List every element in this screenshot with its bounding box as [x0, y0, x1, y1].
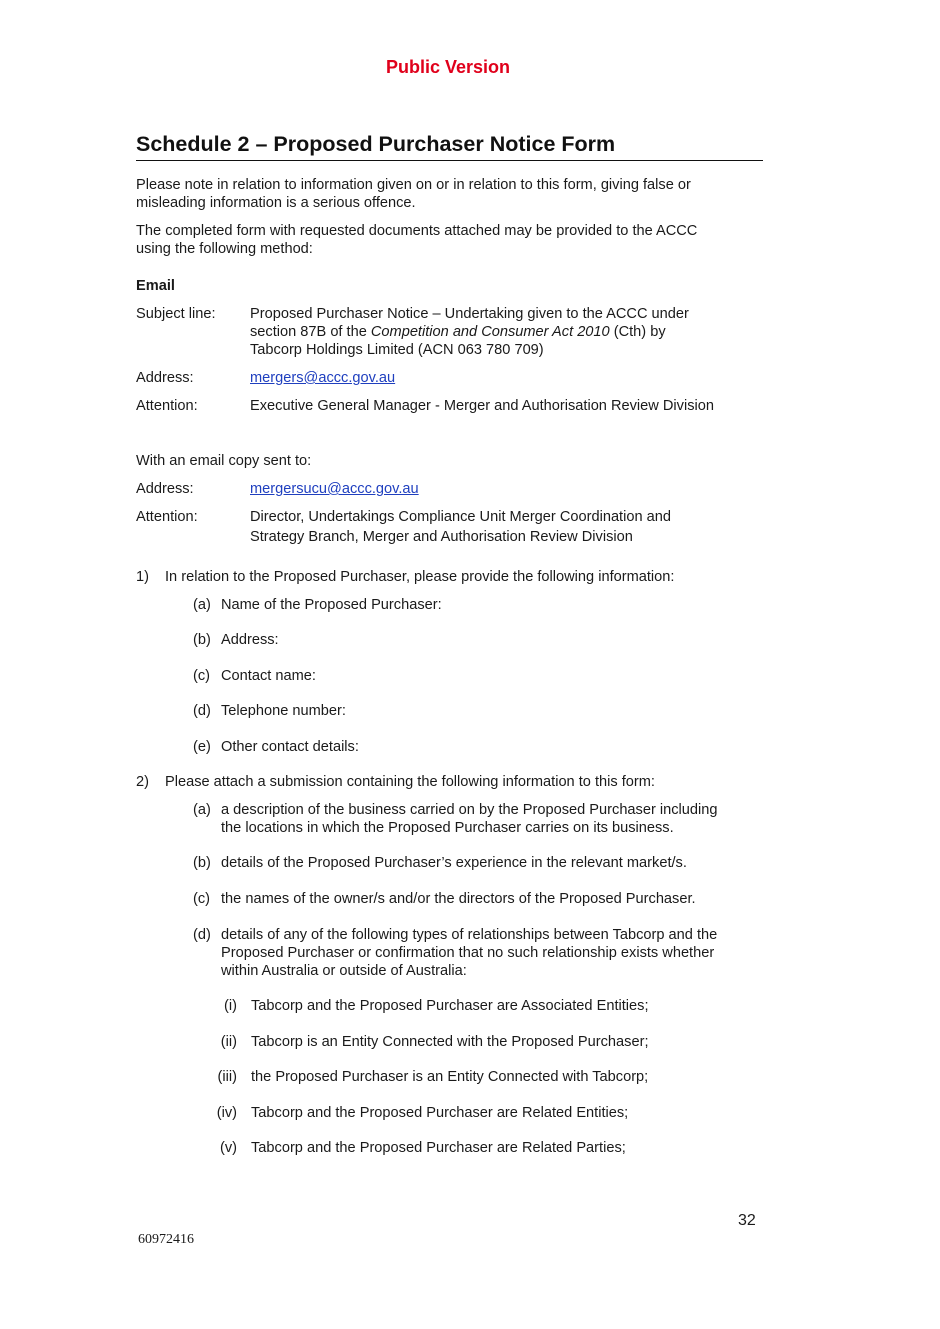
q1-item-text: Contact name:	[221, 668, 316, 684]
document-id: 60972416	[138, 1232, 194, 1247]
copy-attention-line-1: Director, Undertakings Compliance Unit Merger Coordination and	[250, 509, 671, 525]
intro-paragraph-1-line-1: Please note in relation to information given on or in relation to this form, giving false or	[136, 177, 691, 193]
subject-line-text-2	[250, 323, 666, 341]
q2-item-c-label: (c)	[193, 891, 211, 907]
copy-address-label: Address:	[136, 481, 194, 497]
question-2-text: Please attach a submission containing the following information to this form:	[165, 774, 655, 790]
public-version-banner: Public Version	[385, 57, 511, 77]
q1-item-label: (b)	[193, 632, 211, 648]
subject-line-label: Subject line:	[136, 306, 216, 322]
copy-intro: With an email copy sent to:	[136, 453, 312, 469]
q1-item-text: Telephone number:	[221, 703, 346, 719]
act-title: Competition and Consumer Act 2010	[370, 324, 610, 340]
q2-item-a-label: (a)	[193, 802, 211, 818]
mergersucu-email-link[interactable]: mergersucu@accc.gov.au	[250, 481, 419, 497]
address-label: Address:	[136, 370, 194, 386]
schedule-heading: Schedule 2 – Proposed Purchaser Notice Form	[136, 132, 763, 161]
subject-line-text-1: Proposed Purchaser Notice – Undertaking given to the ACCC under	[250, 306, 689, 322]
q2-item-d-line-3: within Australia or outside of Australia:	[221, 963, 467, 979]
q2-sub-item-text: Tabcorp and the Proposed Purchaser are Related Entities;	[251, 1105, 629, 1121]
q2-item-d-line-2: Proposed Purchaser or confirmation that no such relationship exists whether	[221, 945, 715, 961]
q1-item-label: (d)	[193, 703, 211, 719]
q2-item-d-label: (d)	[193, 927, 211, 943]
q2-sub-item-label: (ii)	[220, 1034, 237, 1050]
intro-paragraph-2-line-2: using the following method:	[136, 241, 313, 257]
copy-attention-line-2: Strategy Branch, Merger and Authorisation Review Division	[250, 529, 633, 545]
question-1-number: 1)	[136, 569, 149, 585]
intro-paragraph-2-line-1: The completed form with requested documents attached may be provided to the ACCC	[136, 223, 698, 239]
page-number: 32	[738, 1212, 756, 1229]
q2-sub-item-label: (v)	[219, 1140, 237, 1156]
q2-sub-item-text: the Proposed Purchaser is an Entity Connected with Tabcorp;	[251, 1069, 649, 1085]
q1-item-label: (a)	[193, 597, 211, 613]
q1-item-text: Address:	[221, 632, 279, 648]
q2-item-b-text: details of the Proposed Purchaser’s experience in the relevant market/s.	[221, 855, 687, 871]
q2-sub-item-text: Tabcorp and the Proposed Purchaser are Associated Entities;	[251, 998, 649, 1014]
q2-sub-item-label: (iv)	[216, 1105, 237, 1121]
subject-line-text-2a: section 87B of the	[250, 324, 371, 340]
q2-item-b-label: (b)	[193, 855, 211, 871]
q1-item-label: (c)	[193, 668, 211, 684]
q2-sub-item-text: Tabcorp is an Entity Connected with the Proposed Purchaser;	[251, 1034, 649, 1050]
q2-sub-item-label: (iii)	[217, 1069, 237, 1085]
attention-label: Attention:	[136, 398, 198, 414]
q2-item-c-text: the names of the owner/s and/or the directors of the Proposed Purchaser.	[221, 891, 696, 907]
q2-sub-item-text: Tabcorp and the Proposed Purchaser are Related Parties;	[251, 1140, 626, 1156]
q1-item-text: Other contact details:	[221, 739, 359, 755]
subject-line-text-2c: (Cth) by	[609, 324, 666, 340]
email-section-title: Email	[136, 278, 175, 294]
mergers-email-link[interactable]: mergers@accc.gov.au	[250, 370, 396, 386]
question-1-text: In relation to the Proposed Purchaser, please provide the following information:	[165, 569, 675, 585]
copy-attention-label: Attention:	[136, 509, 198, 525]
attention-text: Executive General Manager - Merger and Authorisation Review Division	[250, 398, 714, 414]
subject-line-text-3: Tabcorp Holdings Limited (ACN 063 780 709)	[250, 342, 544, 358]
q2-item-a-line-1: a description of the business carried on by the Proposed Purchaser including	[221, 802, 718, 818]
q2-sub-item-label: (i)	[224, 998, 237, 1014]
q1-item-text: Name of the Proposed Purchaser:	[221, 597, 442, 613]
question-2-number: 2)	[136, 774, 149, 790]
q2-item-a-line-2: the locations in which the Proposed Purchaser carries on its business.	[221, 820, 674, 836]
q1-item-label: (e)	[193, 739, 211, 755]
q2-item-d-line-1: details of any of the following types of relationships between Tabcorp and the	[221, 927, 718, 943]
intro-paragraph-1-line-2: misleading information is a serious offence.	[136, 195, 416, 211]
